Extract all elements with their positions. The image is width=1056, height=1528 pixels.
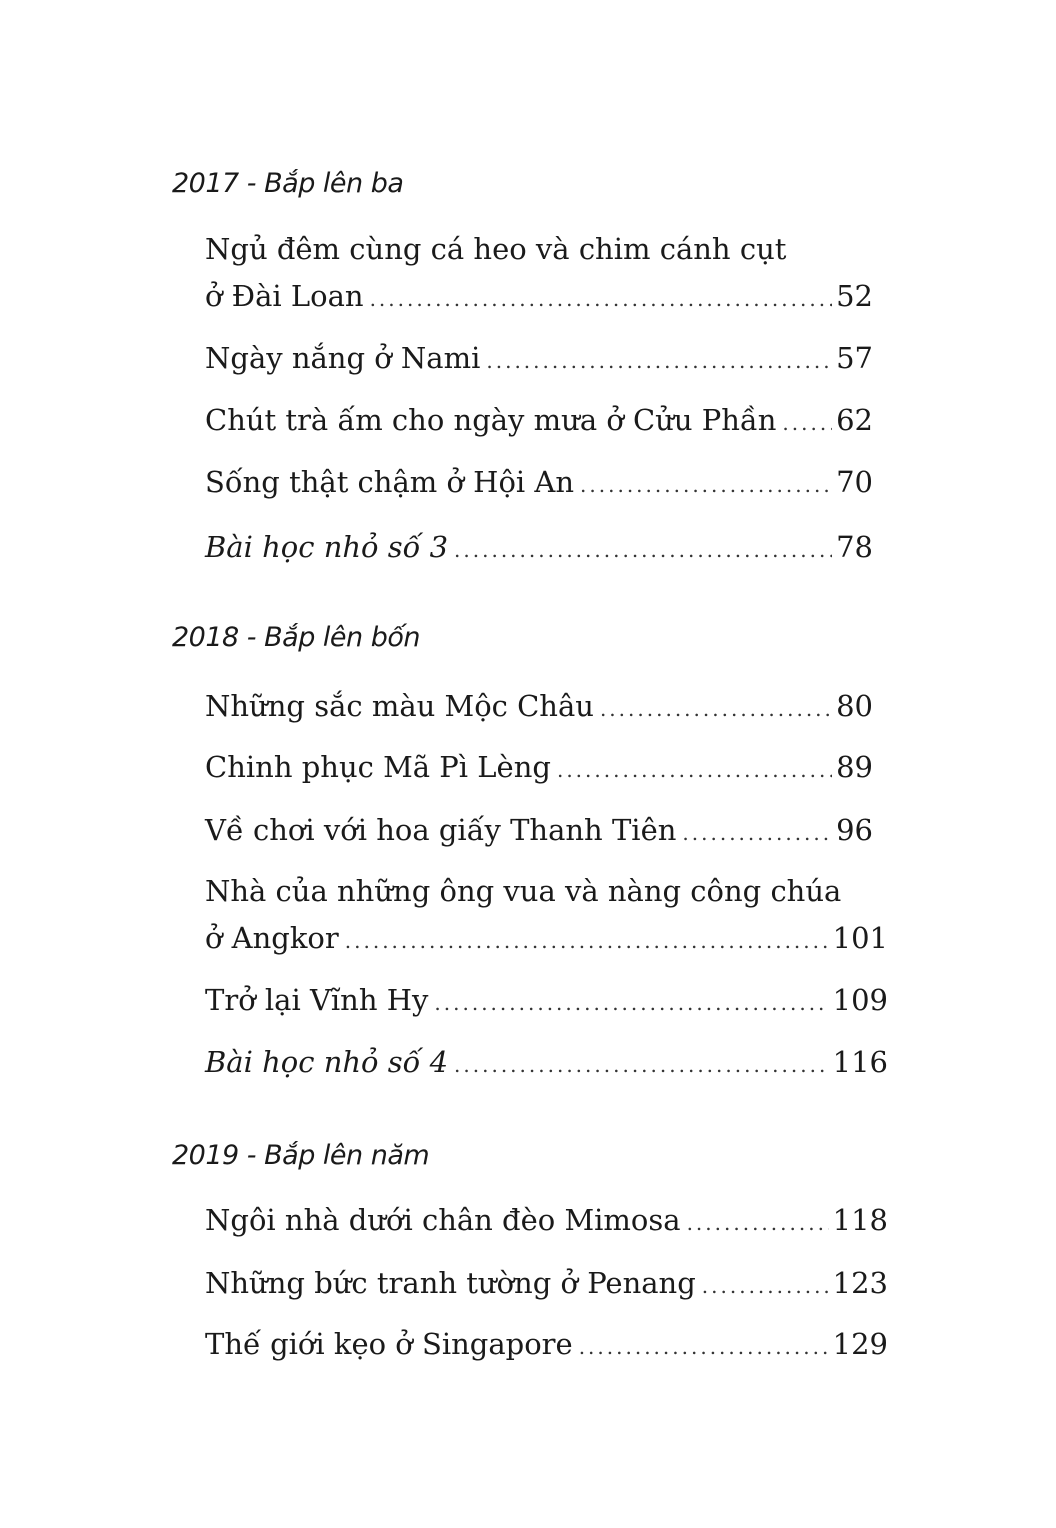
dot-leader [434,980,828,1027]
page-number: 52 [836,279,873,313]
toc-entry[interactable] [205,1321,888,1371]
toc-entry[interactable] [205,524,873,574]
entry-title: Ngày nắng ở Nami [205,341,481,375]
entry-title: Trở lại Vĩnh Hy [205,983,429,1017]
entry-title: Sống thật chậm ở Hội An [205,465,575,499]
entry-title: Bài học nhỏ số 3 [205,530,449,564]
entry-title: Những bức tranh tường ở Penang [205,1266,696,1300]
dot-leader [580,462,832,509]
entry-title: Ngôi nhà dưới chân đèo Mimosa [205,1203,681,1237]
dot-leader [782,400,832,447]
section-title-2019: 2019 - Bắp lên năm [172,1140,430,1171]
page-number: 129 [832,1327,888,1361]
toc-entry[interactable] [205,459,873,509]
page-number: 96 [836,813,873,847]
dot-leader [454,1042,829,1089]
entry-title: Chút trà ấm cho ngày mưa ở Cửu Phần [205,403,777,437]
entry-title: Bài học nhỏ số 4 [205,1045,449,1079]
dot-leader [579,1324,829,1371]
entry-title: Về chơi với hoa giấy Thanh Tiên [205,813,677,847]
toc-entry[interactable] [205,1039,888,1089]
toc-entry[interactable] [205,744,873,794]
dot-leader [557,747,832,794]
entry-title: ở Angkor [205,921,339,955]
entry-title: ở Đài Loan [205,279,364,313]
toc-entry[interactable] [205,226,873,323]
entry-title-line1: Nhà của những ông vua và nàng công chúa [205,874,842,908]
page-number: 109 [832,983,888,1017]
page-number: 80 [836,689,873,723]
toc-entry[interactable] [205,1260,888,1310]
page-number: 78 [836,530,873,564]
entry-title-line1: Ngủ đêm cùng cá heo và chim cánh cụt [205,232,787,266]
toc-entry[interactable] [205,397,873,447]
page-number: 123 [832,1266,888,1300]
dot-leader [687,1200,829,1247]
section-title-2018: 2018 - Bắp lên bốn [172,622,420,653]
toc-entry[interactable] [205,807,873,857]
section-title-2017: 2017 - Bắp lên ba [172,168,404,199]
toc-entry[interactable] [205,868,888,965]
page-number: 57 [836,341,873,375]
toc-entry[interactable] [205,683,873,733]
page-number: 116 [832,1045,888,1079]
page-number: 89 [836,750,873,784]
dot-leader [454,527,832,574]
dot-leader [486,338,832,385]
dot-leader [682,810,832,857]
toc-entry[interactable] [205,977,888,1027]
dot-leader [600,686,832,733]
toc-entry[interactable] [205,1197,888,1247]
entry-title: Chinh phục Mã Pì Lèng [205,750,551,784]
page-number: 62 [836,403,873,437]
entry-title: Những sắc màu Mộc Châu [205,689,594,723]
page-number: 70 [836,465,873,499]
dot-leader [370,276,833,323]
dot-leader [702,1263,829,1310]
page-number: 118 [832,1203,888,1237]
page-number: 101 [832,921,888,955]
dot-leader [345,918,829,965]
entry-title: Thế giới kẹo ở Singapore [205,1327,573,1361]
toc-entry[interactable] [205,335,873,385]
